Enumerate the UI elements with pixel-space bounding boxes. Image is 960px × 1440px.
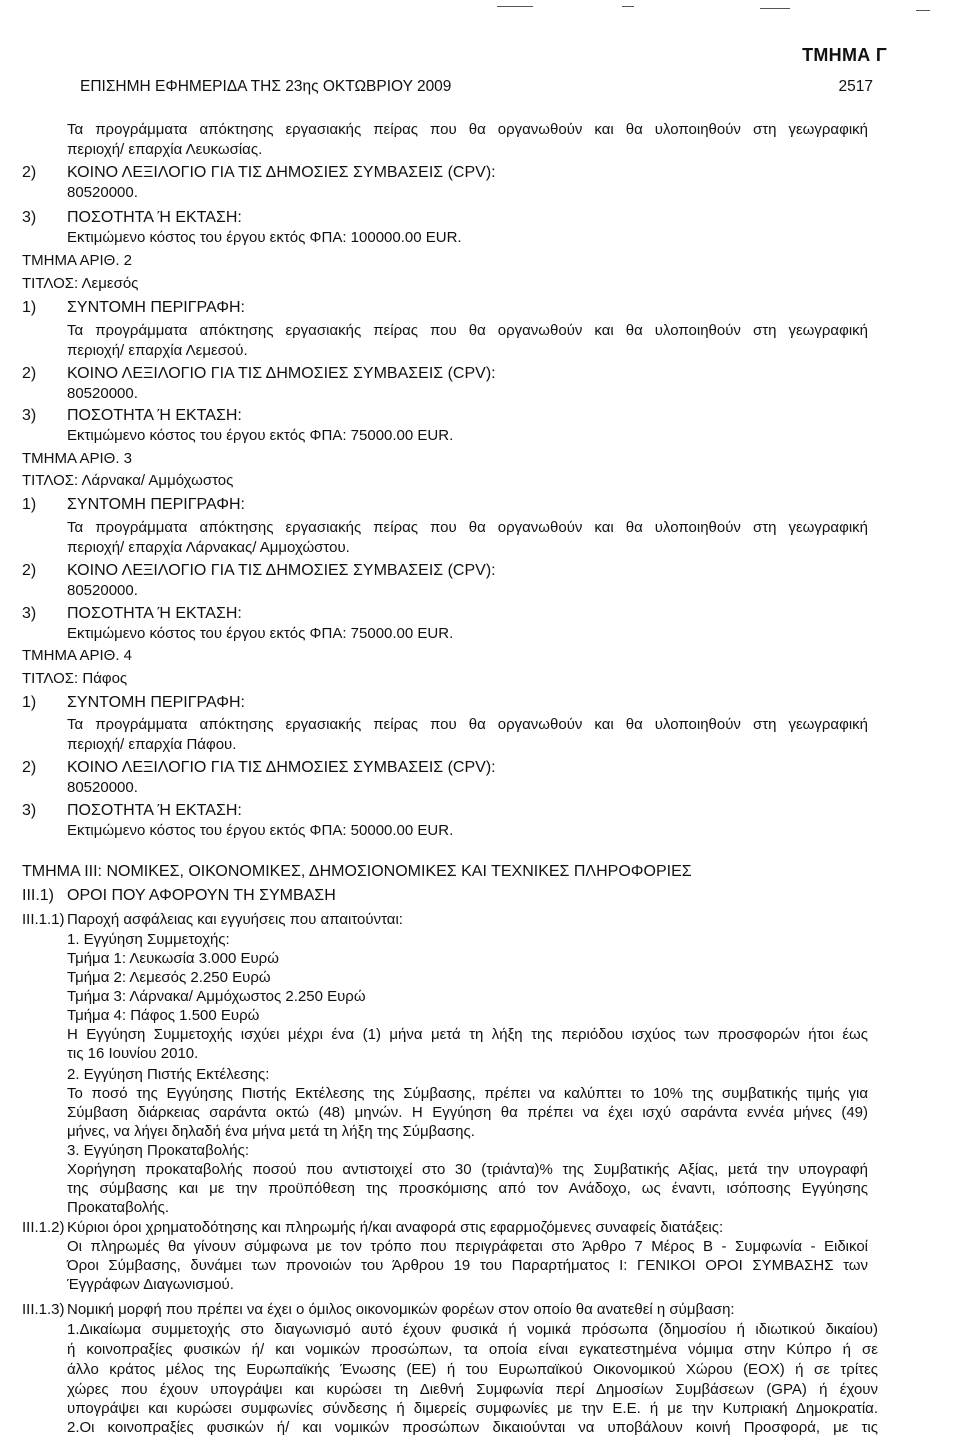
- lot2-cost: Εκτιμώμενο κόστος του έργου εκτός ΦΠΑ: 75000.00 EUR.: [67, 427, 454, 444]
- s31-number: III.1): [22, 887, 55, 904]
- g1-lot1: Τμήμα 1: Λευκωσία 3.000 Ευρώ: [67, 950, 279, 967]
- section-header: ΤΜΗΜΑ Γ: [802, 45, 887, 65]
- lot4-cpv-label: ΚΟΙΝΟ ΛΕΞΙΛΟΓΙΟ ΓΙΑ ΤΙΣ ΔΗΜΟΣΙΕΣ ΣΥΜΒΑΣΕΙΣ (CPV):: [67, 759, 496, 776]
- lot2-qty-number: 3): [22, 407, 37, 424]
- s31-text: ΟΡΟΙ ΠΟΥ ΑΦΟΡΟΥΝ ΤΗ ΣΥΜΒΑΣΗ: [67, 887, 336, 904]
- lot3-cost: Εκτιμώμενο κόστος του έργου εκτός ΦΠΑ: 75000.00 EUR.: [67, 625, 454, 642]
- scan-mark: [622, 6, 634, 7]
- lot2-qty-label: ΠΟΣΟΤΗΤΑ Ή ΕΚΤΑΣΗ:: [67, 407, 242, 424]
- lot4-desc-number: 1): [22, 694, 37, 711]
- lot4-cpv-code: 80520000.: [67, 779, 138, 796]
- g3-line1: Χορήγηση προκαταβολής ποσού που αντιστοιχεί στο 30 (τριάντα)% της Συμβατικής Αξίας, μετά την υπογραφή: [67, 1161, 868, 1178]
- s313-line4: χώρες που έχουν υπογράψει και κυρώσει τη Διεθνή Συμφωνία περί Δημοσίων Συμβάσεων (GPA) ή έχουν: [67, 1381, 878, 1398]
- lot4-desc-label: ΣΥΝΤΟΜΗ ΠΕΡΙΓΡΑΦΗ:: [67, 694, 245, 711]
- lot3-desc-label: ΣΥΝΤΟΜΗ ΠΕΡΙΓΡΑΦΗ:: [67, 496, 245, 513]
- scan-mark: [760, 8, 790, 9]
- g2-line1: Το ποσό της Εγγύησης Πιστής Εκτέλεσης της Σύμβασης, πρέπει να καλύπτει το 10% της συμβατικής τιμής για: [67, 1085, 868, 1102]
- s313-line3: άλλο κράτος μέλος της Ευρωπαϊκής Ένωσης (ΕΕ) ή του Ευρωπαϊκού Οικονομικού Χώρου (ΕΟΧ) ή σε τρίτες: [67, 1361, 878, 1378]
- lot1-cpv-label: ΚΟΙΝΟ ΛΕΞΙΛΟΓΙΟ ΓΙΑ ΤΙΣ ΔΗΜΟΣΙΕΣ ΣΥΜΒΑΣΕΙΣ (CPV):: [67, 164, 496, 181]
- lot4-desc-line1: Τα προγράμματα απόκτησης εργασιακής πείρας που θα οργανωθούν και θα υλοποιηθούν στη γεωγραφική: [67, 716, 868, 733]
- page-number: 2517: [838, 78, 873, 95]
- s312-number: III.1.2): [22, 1219, 65, 1236]
- scan-mark: [497, 6, 533, 7]
- lot1-cpv-number: 2): [22, 164, 37, 181]
- lot1-desc-line1: Τα προγράμματα απόκτησης εργασιακής πείρας που θα οργανωθούν και θα υλοποιηθούν στη γεωγραφική: [67, 121, 868, 138]
- g1-lot4: Τμήμα 4: Πάφος 1.500 Ευρώ: [67, 1007, 260, 1024]
- lot4-cost: Εκτιμώμενο κόστος του έργου εκτός ΦΠΑ: 50000.00 EUR.: [67, 822, 454, 839]
- g2-line2: Σύμβαση διάρκειας σαράντα οκτώ (48) μηνών. Η Εγγύηση θα πρέπει να έχει ισχύ σαράντα εννέα μήνες (49): [67, 1104, 868, 1121]
- lot3-qty-number: 3): [22, 605, 37, 622]
- lot2-desc-line2: περιοχή/ επαρχία Λεμεσού.: [67, 342, 248, 359]
- lot2-title: ΤΙΤΛΟΣ: Λεμεσός: [22, 275, 139, 292]
- s313-number: III.1.3): [22, 1301, 65, 1318]
- g1-validity-line1: Η Εγγύηση Συμμετοχής ισχύει μέχρι ένα (1) μήνα μετά τη λήξη της περιόδου ισχύος των προσφορών ήτοι έως: [67, 1026, 868, 1043]
- s313-line6: 2.Οι κοινοπραξίες φυσικών ή/ και νομικών προσώπων δικαιούνται να υποβάλουν κοινή Προσφορά, με τις: [67, 1419, 878, 1436]
- lot1-cost: Εκτιμώμενο κόστος του έργου εκτός ΦΠΑ: 100000.00 EUR.: [67, 229, 462, 246]
- lot3-number: ΤΜΗΜΑ ΑΡΙΘ. 3: [22, 450, 133, 467]
- g2-title: 2. Εγγύηση Πιστής Εκτέλεσης:: [67, 1066, 270, 1083]
- g3-title: 3. Εγγύηση Προκαταβολής:: [67, 1142, 249, 1159]
- s312-line3: Έγγράφων Διαγωνισμού.: [67, 1276, 234, 1293]
- lot3-cpv-label: ΚΟΙΝΟ ΛΕΞΙΛΟΓΙΟ ΓΙΑ ΤΙΣ ΔΗΜΟΣΙΕΣ ΣΥΜΒΑΣΕΙΣ (CPV):: [67, 562, 496, 579]
- lot3-desc-line1: Τα προγράμματα απόκτησης εργασιακής πείρας που θα οργανωθούν και θα υλοποιηθούν στη γεωγραφική: [67, 519, 868, 536]
- g1-lot3: Τμήμα 3: Λάρνακα/ Αμμόχωστος 2.250 Ευρώ: [67, 988, 366, 1005]
- g1-validity-line2: τις 16 Ιουνίου 2010.: [67, 1045, 199, 1062]
- lot3-desc-number: 1): [22, 496, 37, 513]
- lot3-desc-line2: περιοχή/ επαρχία Λάρνακας/ Αμμοχώστου.: [67, 539, 350, 556]
- s312-line2: Όροι Σύμβασης, δυνάμει των προνοιών του Άρθρου 19 του Παραρτήματος Ι: ΓΕΝΙΚΟΙ ΟΡΟΙ ΣΥΜΒΑΣΗΣ των: [67, 1257, 868, 1274]
- s313-line1: 1.Δικαίωμα συμμετοχής στο διαγωνισμό αυτό έχουν φυσικά ή νομικά πρόσωπα (δημοσίου ή ιδιωτικού δικαίου): [67, 1321, 878, 1338]
- lot2-desc-label: ΣΥΝΤΟΜΗ ΠΕΡΙΓΡΑΦΗ:: [67, 299, 245, 316]
- g2-line3: μήνες, να λήγει δηλαδή ένα μήνα μετά τη λήξη της Σύμβασης.: [67, 1123, 475, 1140]
- gazette-title: ΕΠΙΣΗΜΗ ΕΦΗΜΕΡΙΔΑ ΤΗΣ 23ης ΟΚΤΩΒΡΙΟΥ 2009: [80, 78, 452, 95]
- s313-line5: υπογράψει και κυρώσει συμφωνίες σύνδεσης ή διμερείς συμφωνίες με την Ε.Ε. ή με την Κυπριακή Δημοκρατία.: [67, 1400, 878, 1417]
- s311-text: Παροχή ασφάλειας και εγγυήσεις που απαιτούνται:: [67, 911, 403, 928]
- lot2-desc-number: 1): [22, 299, 37, 316]
- lot4-cpv-number: 2): [22, 759, 37, 776]
- lot3-cpv-code: 80520000.: [67, 582, 138, 599]
- g1-title: 1. Εγγύηση Συμμετοχής:: [67, 931, 230, 948]
- lot4-qty-label: ΠΟΣΟΤΗΤΑ Ή ΕΚΤΑΣΗ:: [67, 802, 242, 819]
- lot1-cpv-code: 80520000.: [67, 184, 138, 201]
- lot4-title: ΤΙΤΛΟΣ: Πάφος: [22, 670, 128, 687]
- lot2-cpv-number: 2): [22, 365, 37, 382]
- lot2-desc-line1: Τα προγράμματα απόκτησης εργασιακής πείρας που θα οργανωθούν και θα υλοποιηθούν στη γεωγραφική: [67, 322, 868, 339]
- lot1-qty-number: 3): [22, 209, 37, 226]
- s313-line2: ή κοινοπραξίες φυσικών ή/ και νομικών προσώπων, τα οποία είναι εγκατεστημένα νόμιμα στην Κύπρο ή σε: [67, 1341, 878, 1358]
- scan-mark: [916, 10, 930, 11]
- g3-line2: της σύμβασης και με την προϋπόθεση της προσκόμισης από τον Ανάδοχο, ως έναντι, ισόποσης Εγγύησης: [67, 1180, 868, 1197]
- lot4-number: ΤΜΗΜΑ ΑΡΙΘ. 4: [22, 647, 133, 664]
- lot4-desc-line2: περιοχή/ επαρχία Πάφου.: [67, 736, 237, 753]
- lot1-qty-label: ΠΟΣΟΤΗΤΑ Ή ΕΚΤΑΣΗ:: [67, 209, 242, 226]
- section3-heading: ΤΜΗΜΑ III: ΝΟΜΙΚΕΣ, ΟΙΚΟΝΟΜΙΚΕΣ, ΔΗΜΟΣΙΟΝΟΜΙΚΕΣ ΚΑΙ ΤΕΧΝΙΚΕΣ ΠΛΗΡΟΦΟΡΙΕΣ: [22, 863, 692, 880]
- g3-line3: Προκαταβολής.: [67, 1199, 170, 1216]
- s312-text: Κύριοι όροι χρηματοδότησης και πληρωμής ή/και αναφορά στις εφαρμοζόμενες συναφείς διατάξεις:: [67, 1219, 724, 1236]
- lot2-cpv-code: 80520000.: [67, 385, 138, 402]
- lot2-cpv-label: ΚΟΙΝΟ ΛΕΞΙΛΟΓΙΟ ΓΙΑ ΤΙΣ ΔΗΜΟΣΙΕΣ ΣΥΜΒΑΣΕΙΣ (CPV):: [67, 365, 496, 382]
- g1-lot2: Τμήμα 2: Λεμεσός 2.250 Ευρώ: [67, 969, 271, 986]
- lot2-number: ΤΜΗΜΑ ΑΡΙΘ. 2: [22, 252, 133, 269]
- lot3-qty-label: ΠΟΣΟΤΗΤΑ Ή ΕΚΤΑΣΗ:: [67, 605, 242, 622]
- lot3-cpv-number: 2): [22, 562, 37, 579]
- lot3-title: ΤΙΤΛΟΣ: Λάρνακα/ Αμμόχωστος: [22, 472, 234, 489]
- s313-text: Νομική μορφή που πρέπει να έχει ο όμιλος οικονομικών φορέων στον οποίο θα ανατεθεί η σύμβαση:: [67, 1301, 735, 1318]
- lot1-desc-line2: περιοχή/ επαρχία Λευκωσίας.: [67, 141, 263, 158]
- s312-line1: Οι πληρωμές θα γίνουν σύμφωνα με τον τρόπο που περιγράφεται στο Άρθρο 7 Μέρος Β - Συμφωνία - Ειδικοί: [67, 1238, 868, 1255]
- lot4-qty-number: 3): [22, 802, 37, 819]
- s311-number: III.1.1): [22, 911, 65, 928]
